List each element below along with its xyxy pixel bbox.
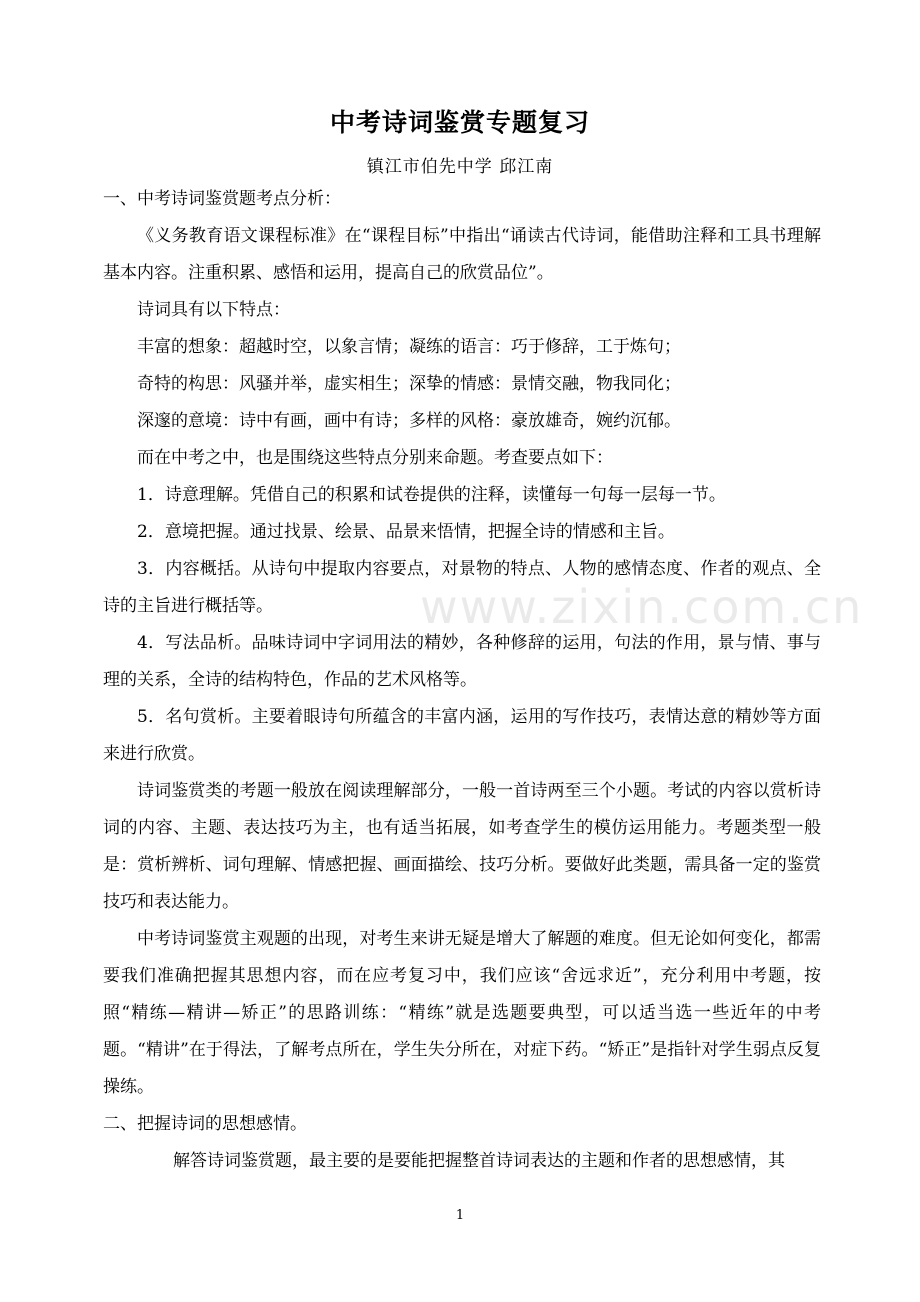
list-item-5: 5．名句赏析。主要着眼诗句所蕴含的丰富内涵，运用的写作技巧，表情达意的精妙等方面来进行欣赏。 — [103, 707, 821, 764]
list-item-2: 2．意境把握。通过找景、绘景、品景来悟情，把握全诗的情感和主旨。 — [137, 522, 675, 542]
section-heading-2: 二、把握诗词的思想感情。 — [103, 1114, 307, 1134]
paragraph-curriculum-standard: 《义务教育语文课程标准》在“课程目标”中指出“诵读古代诗词，能借助注释和工具书理解基本内容。注重积累、感悟和运用，提高自己的欣赏品位”。 — [103, 226, 821, 283]
list-item-3: 3．内容概括。从诗句中提取内容要点，对景物的特点、人物的感情态度、作者的观点、全诗的主旨进行概括等。 — [103, 559, 821, 616]
paragraph-feature-2: 奇特的构思：风骚并举，虚实相生；深挚的情感：景情交融，物我同化； — [137, 374, 681, 394]
page-number: 1 — [455, 1208, 465, 1223]
paragraph-review-strategy: 中考诗词鉴赏主观题的出现，对考生来讲无疑是增大了解题的难度。但无论如何变化，都需要我们准确把握其思想内容，而在应考复习中，我们应该“舍远求近”，充分利用中考题，按照“精练—精讲—矫正”的思路训练：“精练”就是选题要典型，可以适当选一些近年的中考题。“精讲”在于得法，了解考点所在，学生失分所在，对症下药。“矫正”是指针对学生弱点反复操练。 — [103, 929, 821, 1097]
document-author: 镇江市伯先中学 邱江南 — [366, 157, 554, 177]
watermark: www.zixin.com.cn — [420, 580, 864, 634]
paragraph-answer-method: 解答诗词鉴赏题，最主要的是要能把握整首诗词表达的主题和作者的思想感情，其 — [173, 1151, 785, 1171]
paragraph-question-types: 诗词鉴赏类的考题一般放在阅读理解部分，一般一首诗两至三个小题。考试的内容以赏析诗词的内容、主题、表达技巧为主，也有适当拓展，如考查学生的模仿运用能力。考题类型一般是：赏析辨析、词句理解、情感把握、画面描绘、技巧分析。要做好此类题，需具备一定的鉴赏技巧和表达能力。 — [103, 781, 821, 912]
paragraph-exam-points-intro: 而在中考之中，也是围绕这些特点分别来命题。考查要点如下： — [137, 448, 613, 468]
list-item-4: 4．写法品析。品味诗词中字词用法的精妙，各种修辞的运用，句法的作用，景与情、事与理的关系，全诗的结构特色，作品的艺术风格等。 — [103, 633, 821, 690]
list-item-1: 1．诗意理解。凭借自己的积累和试卷提供的注释，读懂每一句每一层每一节。 — [137, 485, 726, 505]
paragraph-features-intro: 诗词具有以下特点： — [137, 300, 290, 320]
paragraph-feature-3: 深邃的意境：诗中有画，画中有诗；多样的风格：豪放雄奇，婉约沉郁。 — [137, 411, 681, 431]
section-heading-1: 一、中考诗词鉴赏题考点分析： — [103, 189, 341, 209]
paragraph-feature-1: 丰富的想象：超越时空，以象言情；凝练的语言：巧于修辞，工于炼句； — [137, 337, 681, 357]
document-title: 中考诗词鉴赏专题复习 — [329, 108, 590, 137]
